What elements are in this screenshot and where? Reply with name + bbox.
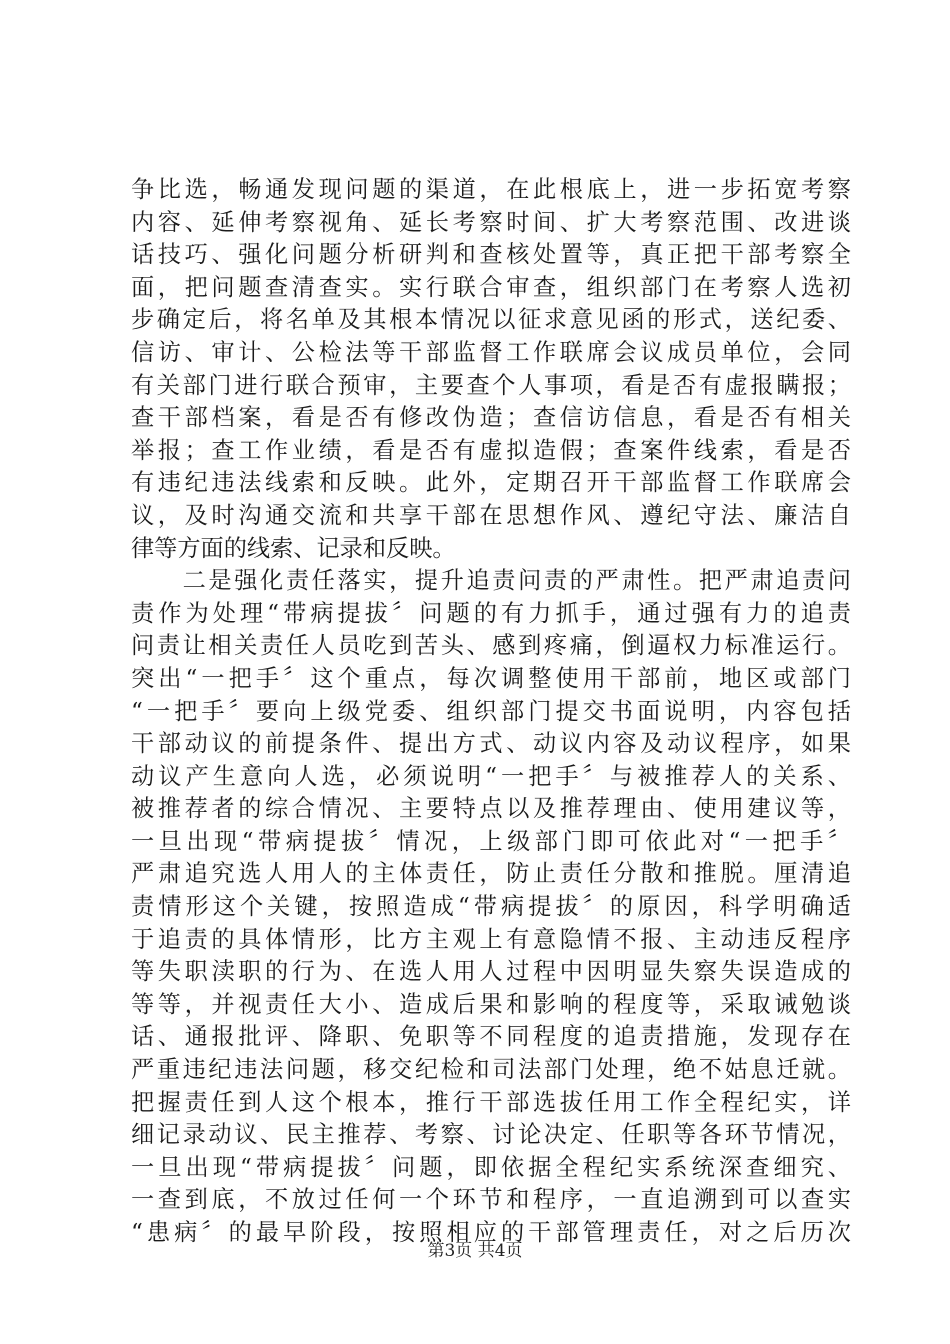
- text-line: 干部动议的前提条件、提出方式、动议内容及动议程序，如果: [131, 730, 851, 758]
- text-line: 话、通报批评、降职、免职等不同程度的追责措施，发现存在: [131, 1023, 851, 1051]
- text-line: 信访、审计、公检法等干部监督工作联席会议成员单位，会同: [131, 338, 851, 366]
- text-line: 细记录动议、民主推荐、考察、讨论决定、任职等各环节情况，: [131, 1121, 851, 1149]
- text-line: 话技巧、强化问题分析研判和查核处置等，真正把干部考察全: [131, 241, 851, 269]
- text-line: 有关部门进行联合预审，主要查个人事项，看是否有虚报瞒报；: [131, 371, 851, 399]
- text-line: 一旦出现“带病提拔〞情况，上级部门即可依此对“一把手〞: [131, 827, 851, 855]
- text-line: 等等，并视责任大小、造成后果和影响的程度等，采取诫勉谈: [131, 990, 851, 1018]
- text-line: 举报；查工作业绩，看是否有虚拟造假；查案件线索，看是否: [131, 436, 851, 464]
- text-line: “一把手〞要向上级党委、组织部门提交书面说明，内容包括: [131, 697, 851, 725]
- text-line: 议，及时沟通交流和共享干部在思想作风、遵纪守法、廉洁自: [131, 501, 851, 529]
- text-line: 内容、延伸考察视角、延长考察时间、扩大考察范围、改进谈: [131, 208, 851, 236]
- text-line: 一查到底，不放过任何一个环节和程序，一直追溯到可以查实: [131, 1186, 851, 1214]
- body-text: [131, 174, 851, 1250]
- text-line: 严肃追究选人用人的主体责任，防止责任分散和推脱。厘清追: [131, 860, 851, 888]
- text-line: 问责让相关责任人员吃到苦头、感到疼痛，倒逼权力标准运行。: [131, 632, 851, 660]
- text-line: 动议产生意向人选，必须说明“一把手〞与被推荐人的关系、: [131, 762, 851, 790]
- text-line: 律等方面的线索、记录和反映。: [131, 534, 456, 562]
- text-line: 面，把问题查清查实。实行联合审查，组织部门在考察人选初: [131, 273, 851, 301]
- text-line: “患病〞的最早阶段，按照相应的干部管理责任，对之后历次: [131, 1219, 851, 1246]
- text-line: 一旦出现“带病提拔〞问题，即依据全程纪实系统深查细究、: [131, 1153, 851, 1181]
- text-line: 查干部档案，看是否有修改伪造；查信访信息，看是否有相关: [131, 404, 851, 432]
- text-line: 争比选，畅通发现问题的渠道，在此根底上，进一步拓宽考察: [131, 176, 851, 203]
- text-line: 严重违纪违法问题，移交纪检和司法部门处理，绝不姑息迁就。: [131, 1056, 851, 1084]
- text-line: 等失职渎职的行为、在选人用人过程中因明显失察失误造成的: [131, 958, 851, 986]
- text-line: 责情形这个关键，按照造成“带病提拔〞的原因，科学明确适: [131, 893, 851, 921]
- page-footer: 第3页 共4页: [427, 1241, 523, 1261]
- text-line: 步确定后，将名单及其根本情况以征求意见函的形式，送纪委、: [131, 306, 851, 334]
- text-line: 把握责任到人这个根本，推行干部选拔任用工作全程纪实，详: [131, 1088, 851, 1116]
- text-line: 有违纪违法线索和反映。此外，定期召开干部监督工作联席会: [131, 469, 851, 497]
- text-line: 于追责的具体情形，比方主观上有意隐情不报、主动违反程序: [131, 925, 851, 953]
- text-line: 责作为处理“带病提拔〞问题的有力抓手，通过强有力的追责: [131, 599, 851, 627]
- text-line: 被推荐者的综合情况、主要特点以及推荐理由、使用建议等，: [131, 795, 851, 823]
- text-line: 突出“一把手〞这个重点，每次调整使用干部前，地区或部门: [131, 664, 851, 692]
- text-line: 二是强化责任落实，提升追责问责的严肃性。把严肃追责问: [131, 567, 851, 595]
